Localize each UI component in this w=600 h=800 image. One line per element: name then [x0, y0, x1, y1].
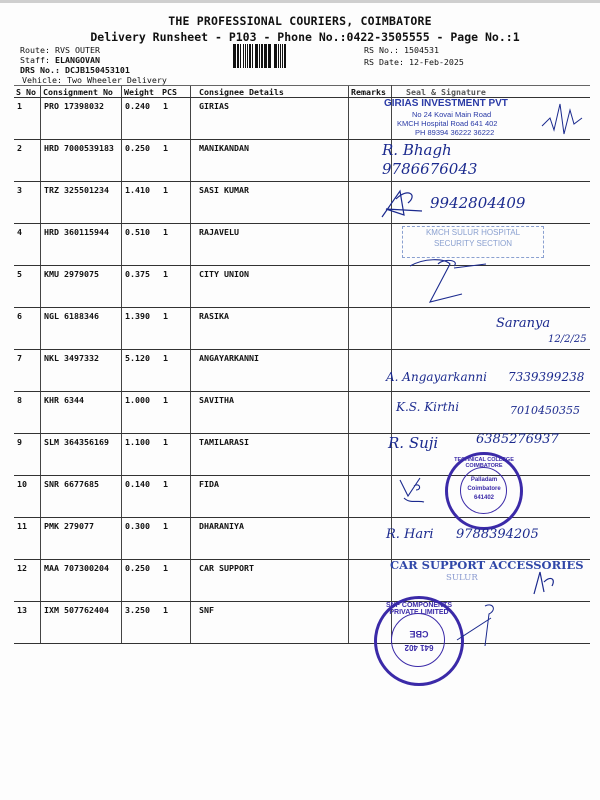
row1-stamp-line3: KMCH Hospital Road 641 402: [397, 119, 498, 128]
row-sno: 2: [14, 140, 41, 182]
row-sno: 8: [14, 392, 41, 434]
row-sno: 7: [14, 350, 41, 392]
row1-stamp-line2: No 24 Kovai Main Road: [412, 110, 492, 119]
row-consignment-no: NKL 3497332: [41, 350, 122, 392]
row-sno: 13: [14, 602, 41, 644]
row-weight: 3.250: [122, 602, 161, 644]
row6-signature-name: Saranya: [496, 316, 551, 331]
col-signature: Seal & Signature: [392, 86, 591, 98]
row10-college-stamp: [445, 452, 523, 530]
row-pcs: 1: [160, 140, 191, 182]
row8-signature-phone: 7010450355: [510, 404, 580, 417]
row-weight: 0.140: [122, 476, 161, 518]
row-consignment-no: IXM 507762404: [41, 602, 122, 644]
row3-signature-scribble: [378, 185, 428, 221]
row8-signature-name: K.S. Kirthi: [396, 400, 460, 414]
row-consignment-no: NGL 6188346: [41, 308, 122, 350]
staff-label: Staff:: [20, 55, 50, 65]
row-consignee: CITY UNION: [191, 266, 349, 308]
row-pcs: 1: [160, 350, 191, 392]
row10-signature-scribble: [398, 476, 428, 506]
row-consignee: DHARANIYA: [191, 518, 349, 560]
row11-signature-name: R. Hari: [386, 527, 434, 542]
row-sno: 3: [14, 182, 41, 224]
row-pcs: 1: [160, 224, 191, 266]
row-weight: 1.410: [122, 182, 161, 224]
drs-value: DCJB150453101: [64, 65, 130, 75]
rs-no-label: RS No.:: [364, 45, 399, 55]
row-pcs: 1: [160, 518, 191, 560]
row-consignee: MANIKANDAN: [191, 140, 349, 182]
row-consignment-no: MAA 707300204: [41, 560, 122, 602]
vehicle-label: Vehicle:: [22, 75, 62, 85]
row13-snf-stamp: [374, 596, 464, 686]
row4-stamp-line2: SECURITY SECTION: [433, 239, 513, 248]
row-pcs: 1: [160, 560, 191, 602]
row-consignment-no: SNR 6677685: [41, 476, 122, 518]
row-weight: 0.250: [122, 560, 161, 602]
row-sno: 12: [14, 560, 41, 602]
row-pcs: 1: [160, 434, 191, 476]
row4-stamp-line1: KMCH SULUR HOSPITAL: [425, 228, 521, 237]
vehicle-value: Two Wheeler Delivery: [66, 75, 167, 85]
col-consignment: Consignment No: [41, 86, 122, 98]
row-pcs: 1: [160, 392, 191, 434]
row-sno: 4: [14, 224, 41, 266]
rs-no-line: [364, 44, 439, 56]
row12-signature-scribble: [530, 568, 560, 596]
rs-date-line: [364, 56, 464, 68]
row10-stamp-center1: Palladam: [470, 477, 498, 483]
row-consignee: GIRIAS: [191, 98, 349, 140]
table-row: [14, 602, 590, 644]
row2-signature-phone: 9786676043: [382, 160, 478, 178]
row-consignment-no: HRD 7000539183: [41, 140, 122, 182]
col-pcs: PCS: [160, 86, 191, 98]
row-consignment-no: PRO 17398032: [41, 98, 122, 140]
col-sno: S No: [14, 86, 41, 98]
runsheet-subtitle: Delivery Runsheet - P103 - Phone No.:0422-3505555 - Page No.:1: [90, 30, 520, 44]
row-weight: 1.390: [122, 308, 161, 350]
row13-stamp-ring: SNF COMPONENTS PRIVATE LIMITED: [385, 602, 453, 616]
row-weight: 0.510: [122, 224, 161, 266]
row12-stamp-line2: SULUR: [446, 573, 478, 583]
row9-signature-phone: 6385276937: [476, 432, 559, 447]
col-consignee: Consignee Details: [191, 86, 349, 98]
row-consignment-no: KMU 2979075: [41, 266, 122, 308]
row-remarks: [349, 476, 392, 518]
row-consignee: CAR SUPPORT: [191, 560, 349, 602]
row2-signature-name: R. Bhagh: [382, 141, 452, 159]
row-consignment-no: SLM 364356169: [41, 434, 122, 476]
row-consignee: SASI KUMAR: [191, 182, 349, 224]
row-remarks: [349, 308, 392, 350]
row7-signature-name: A. Angayarkanni: [386, 370, 487, 384]
table-row: [14, 392, 590, 434]
row3-signature-phone: 9942804409: [430, 194, 526, 212]
row10-stamp-ring: TECHNICAL COLLEGE COIMBATORE: [454, 457, 514, 469]
route-label: Route:: [20, 45, 50, 55]
row-pcs: 1: [160, 476, 191, 518]
row-weight: 1.100: [122, 434, 161, 476]
col-weight: Weight: [122, 86, 161, 98]
row-weight: 0.250: [122, 140, 161, 182]
row13-stamp-center1: CBE: [409, 629, 429, 639]
row1-stamp-line1: GIRIAS INVESTMENT PVT: [384, 98, 508, 109]
row6-signature-date: 12/2/25: [548, 334, 587, 345]
row1-signature-scribble: [540, 100, 584, 136]
row1-stamp-line4: PH 89394 36222 36222: [415, 128, 495, 137]
row-weight: 1.000: [122, 392, 161, 434]
table-header-row: [14, 86, 590, 98]
company-title: THE PROFESSIONAL COURIERS, COIMBATORE: [168, 14, 432, 28]
row-weight: 0.300: [122, 518, 161, 560]
row-consignee: SNF: [191, 602, 349, 644]
row-pcs: 1: [160, 602, 191, 644]
row-weight: 0.375: [122, 266, 161, 308]
rs-date-label: RS Date:: [364, 57, 404, 67]
row11-signature-phone: 9788394205: [456, 527, 539, 542]
row-pcs: 1: [160, 266, 191, 308]
row-consignee: SAVITHA: [191, 392, 349, 434]
row10-stamp-center3: 641402: [473, 495, 495, 501]
row-pcs: 1: [160, 98, 191, 140]
row-consignee: RASIKA: [191, 308, 349, 350]
row-weight: 0.240: [122, 98, 161, 140]
row-consignee: ANGAYARKANNI: [191, 350, 349, 392]
row-consignee: TAMILARASI: [191, 434, 349, 476]
staff-value: ELANGOVAN: [54, 55, 100, 65]
row-remarks: [349, 266, 392, 308]
row-consignment-no: TRZ 325501234: [41, 182, 122, 224]
row9-signature-name: R. Suji: [388, 434, 439, 452]
row-remarks: [349, 392, 392, 434]
row-sno: 5: [14, 266, 41, 308]
row-pcs: 1: [160, 308, 191, 350]
row4-security-stamp: [402, 226, 544, 258]
row-remarks: [349, 560, 392, 602]
table-row: [14, 266, 590, 308]
col-remarks: Remarks: [349, 86, 392, 98]
row-remarks: [349, 224, 392, 266]
barcode-icon: [233, 44, 307, 68]
row-sno: 6: [14, 308, 41, 350]
table-row: [14, 350, 590, 392]
scan-edge: [0, 0, 600, 3]
row-consignee: FIDA: [191, 476, 349, 518]
route-value: RVS OUTER: [54, 45, 100, 55]
row12-stamp-line1: CAR SUPPORT ACCESSORIES: [390, 558, 584, 572]
row-weight: 5.120: [122, 350, 161, 392]
row7-signature-phone: 7339399238: [508, 370, 585, 384]
row-consignment-no: PMK 279077: [41, 518, 122, 560]
table-row: [14, 140, 590, 182]
row-sno: 10: [14, 476, 41, 518]
row13-signature-scribble: [455, 600, 500, 650]
row13-stamp-center2: 641 402: [404, 643, 434, 652]
row-consignee: RAJAVELU: [191, 224, 349, 266]
row-sno: 1: [14, 98, 41, 140]
row-consignment-no: KHR 6344: [41, 392, 122, 434]
row-consignment-no: HRD 360115944: [41, 224, 122, 266]
rs-date-value: 12-Feb-2025: [408, 57, 464, 67]
row-sno: 9: [14, 434, 41, 476]
row-pcs: 1: [160, 182, 191, 224]
row10-stamp-center2: Coimbatore: [467, 486, 501, 492]
row4-signature-scribble: [404, 258, 494, 308]
rs-no-value: 1504531: [403, 45, 439, 55]
barcode-bar: [284, 44, 286, 68]
row-remarks: [349, 434, 392, 476]
row-sno: 11: [14, 518, 41, 560]
drs-label: DRS No.:: [20, 65, 60, 75]
